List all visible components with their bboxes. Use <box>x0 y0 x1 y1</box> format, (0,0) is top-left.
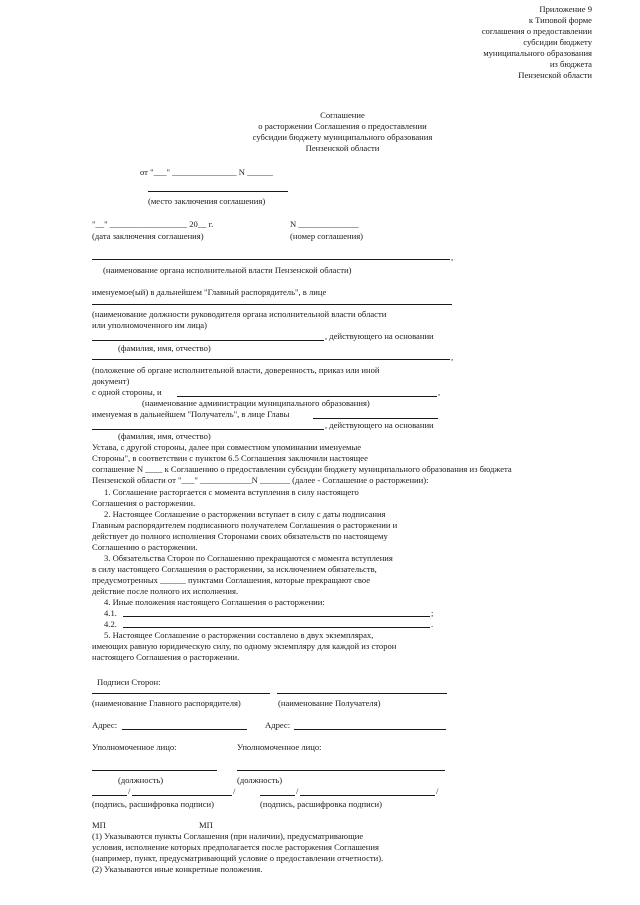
body-line: (наименование должности руководителя органа исполнительной власти области <box>92 309 387 319</box>
address-field-line <box>122 729 247 730</box>
right-party-caption: (наименование Получателя) <box>278 698 381 708</box>
clause-line: 4. Иные положения настоящего Соглашения о расторжении: <box>104 597 325 607</box>
body-line: именуемая в дальнейшем "Получатель", в лице Главы <box>92 409 290 419</box>
title-line: Пензенской области <box>305 143 380 153</box>
body-line: , действующего на основании <box>325 331 434 341</box>
body-field-line <box>313 418 438 419</box>
clause-line: действует до полного исполнения Сторонами своих обязательств по настоящему <box>92 531 388 541</box>
clause-line: предусмотренных ______ пунктами Соглашения, которые прекращают свое <box>92 575 371 585</box>
clause-line: Соглашению о расторжении. <box>92 542 198 552</box>
body-line: именуемое(ый) в дальнейшем "Главный распорядитель", в лице <box>92 287 327 297</box>
title-line: Соглашение <box>320 110 365 120</box>
body-line: (фамилия, имя, отчество) <box>118 343 211 353</box>
sign-caption-right: (подпись, расшифровка подписи) <box>260 799 382 809</box>
slash-mark: / <box>436 786 439 796</box>
signature-part-line <box>300 795 435 796</box>
body-line: или уполномоченного им лица) <box>92 320 207 330</box>
clause-line: действие после полного их исполнения. <box>92 586 239 596</box>
left-party-caption: (наименование Главного распорядителя) <box>92 698 241 708</box>
position-field-line <box>237 770 445 771</box>
title-line: субсидии бюджету муниципального образования <box>252 132 433 142</box>
comma-mark: , <box>451 252 454 262</box>
slash-mark: / <box>128 786 131 796</box>
address-label-right: Адрес: <box>265 720 291 730</box>
body-field-line <box>177 396 437 397</box>
signature-part-line <box>92 795 127 796</box>
appendix-line: субсидии бюджету <box>523 37 592 47</box>
clause-line: имеющих равную юридическую силу, по одному экземпляру для каждой из сторон <box>92 641 397 651</box>
clause-line: Главным распорядителем подписанного получателем Соглашения о расторжении и <box>92 520 398 530</box>
clause-line: 2. Настоящее Соглашение о расторжении вступает в силу с даты подписания <box>104 509 386 519</box>
address-field-line <box>294 729 446 730</box>
clause-line: настоящего Соглашения о расторжении. <box>92 652 240 662</box>
position-caption-left: (должность) <box>118 775 164 785</box>
body-line: документ) <box>92 376 130 386</box>
clause-line: 4.1. <box>104 608 117 618</box>
body-line: (наименование органа исполнительной власти Пензенской области) <box>103 265 352 275</box>
appendix-line: Приложение 9 <box>539 4 592 14</box>
body-field-line <box>92 359 450 360</box>
appendix-line: соглашения о предоставлении <box>481 26 592 36</box>
agreement-number-line: от "___" _______________ N ______ <box>140 167 273 177</box>
signatures-heading: Подписи Сторон: <box>97 677 161 687</box>
body-line: соглашение N ____ к Соглашению о предоставлении субсидии бюджету муниципального образования из бюджета <box>92 464 512 474</box>
auth-label-left: Уполномоченное лицо: <box>92 742 177 752</box>
appendix-line: к Типовой форме <box>528 15 592 25</box>
body-line: Пензенской области от "___" ____________N _______ (далее - Соглашение о расторжении): <box>92 475 429 485</box>
body-field-line <box>92 340 324 341</box>
body-field-line <box>92 304 452 305</box>
slash-mark: / <box>296 786 299 796</box>
signature-field-line <box>92 693 270 694</box>
place-field-line <box>148 191 288 192</box>
stamp-left: МП <box>92 820 106 830</box>
title-line: о расторжении Соглашения о предоставлении <box>258 121 427 131</box>
footnote-line: (например, пункт, предусматривающий условие о предоставлении отчетности). <box>92 853 384 863</box>
comma-mark: , <box>438 387 441 397</box>
body-line: (наименование администрации муниципального образования) <box>142 398 370 408</box>
clause-line: 5. Настоящее Соглашение о расторжении составлено в двух экземплярах, <box>104 630 374 640</box>
clause-line: в силу настоящего Соглашения о расторжении, за исключением обязательств, <box>92 564 377 574</box>
stamp-right: МП <box>199 820 213 830</box>
date-field: "__" __________________ 20__ г. <box>92 219 214 229</box>
body-line: (фамилия, имя, отчество) <box>118 431 211 441</box>
semicolon-mark: ; <box>431 608 434 618</box>
clause-line: Соглашения о расторжении. <box>92 498 196 508</box>
signature-field-line <box>277 693 447 694</box>
appendix-line: Пензенской области <box>518 70 592 80</box>
signature-part-line <box>260 795 295 796</box>
body-field-line <box>92 259 450 260</box>
body-field-line <box>92 429 324 430</box>
position-field-line <box>92 770 217 771</box>
slash-mark: / <box>233 786 236 796</box>
appendix-line: из бюджета <box>549 59 592 69</box>
appendix-line: муниципального образования <box>483 48 592 58</box>
footnote-line: (1) Указываются пункты Соглашения (при наличии), предусматривающие <box>92 831 364 841</box>
clause-line: 3. Обязательства Сторон по Соглашению прекращаются с момента вступления <box>104 553 393 563</box>
number-caption: (номер соглашения) <box>290 231 364 241</box>
address-label-left: Адрес: <box>92 720 118 730</box>
clause-line: 1. Соглашение расторгается с момента вступления в силу настоящего <box>104 487 359 497</box>
place-caption: (место заключения соглашения) <box>148 196 266 206</box>
number-field: N ______________ <box>290 219 359 229</box>
body-line: Устава, с другой стороны, далее при совместном упоминании именуемые <box>92 442 362 452</box>
body-line: , действующего на основании <box>325 420 434 430</box>
footnote-line: (2) Указываются иные конкретные положения. <box>92 864 263 874</box>
auth-label-right: Уполномоченное лицо: <box>237 742 322 752</box>
footnote-line: условия, исполнение которых предполагается после расторжения Соглашения <box>92 842 379 852</box>
comma-mark: , <box>451 352 454 362</box>
body-line: Стороны", в соответствии с пунктом 6.5 Соглашения заключили настоящее <box>92 453 368 463</box>
clause-field-line <box>123 616 430 617</box>
body-line: (положение об органе исполнительной власти, доверенность, приказ или иной <box>92 365 380 375</box>
position-caption-right: (должность) <box>237 775 283 785</box>
period-mark: . <box>431 619 434 629</box>
clause-field-line <box>123 627 430 628</box>
body-line: с одной стороны, и <box>92 387 162 397</box>
clause-line: 4.2. <box>104 619 117 629</box>
sign-caption-left: (подпись, расшифровка подписи) <box>92 799 214 809</box>
signature-part-line <box>132 795 232 796</box>
date-caption: (дата заключения соглашения) <box>92 231 204 241</box>
